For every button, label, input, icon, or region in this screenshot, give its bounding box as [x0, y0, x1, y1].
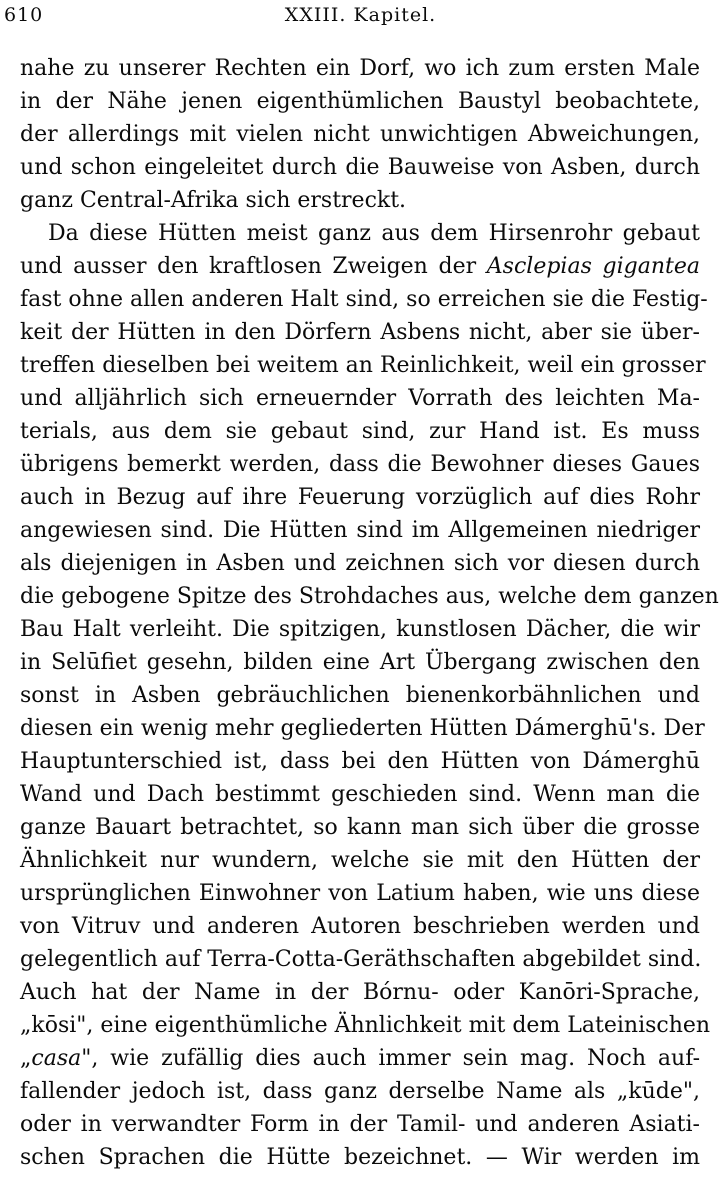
- paragraph-2: [20, 217, 719, 1174]
- text-line: übrigens bemerkt werden, dass die Bewohner dieses Gaues: [20, 452, 700, 477]
- text-line: [20, 250, 700, 283]
- text-line: fast ohne allen anderen Halt sind, so erreichen sie die Festig-: [20, 287, 708, 312]
- body-text: [20, 52, 719, 1174]
- text-line: die gebogene Spitze des Strohdaches aus, welche dem ganzen: [20, 584, 719, 609]
- italic-latin-word: casa: [31, 1046, 82, 1071]
- text-line: Wand und Dach bestimmt geschieden sind. Wenn man die: [20, 782, 700, 807]
- text-line: ganze Bauart betrachtet, so kann man sich über die grosse: [20, 815, 700, 840]
- text-line: [20, 1042, 700, 1075]
- text-line: nahe zu unserer Rechten ein Dorf, wo ich zum ersten Male: [20, 56, 700, 81]
- text-segment: ", wie zufällig dies auch immer sein mag. Noch auf-: [81, 1046, 700, 1071]
- text-line: ursprünglichen Einwohner von Latium haben, wie uns diese: [20, 881, 700, 906]
- text-line: als diejenigen in Asben und zeichnen sich vor diesen durch: [20, 551, 700, 576]
- running-head: XXIII. Kapitel.: [284, 4, 437, 26]
- text-line: diesen ein wenig mehr gegliederten Hütten Dámerghū's. Der: [20, 716, 705, 741]
- page-number: 610: [4, 4, 44, 26]
- text-line: und schon eingeleitet durch die Bauweise von Asben, durch: [20, 155, 700, 180]
- text-line: Hauptunterschied ist, dass bei den Hütten von Dámerghū: [20, 749, 700, 774]
- text-line: der allerdings mit vielen nicht unwichtigen Abweichungen,: [20, 122, 700, 147]
- text-line: und alljährlich sich erneuernder Vorrath des leichten Ma-: [20, 386, 700, 411]
- page-header: [0, 4, 721, 34]
- text-line: keit der Hütten in den Dörfern Asbens nicht, aber sie über-: [20, 320, 700, 345]
- text-line: sonst in Asben gebräuchlichen bienenkorbähnlichen und: [20, 683, 700, 708]
- text-line: „kōsi", eine eigenthümliche Ähnlichkeit mit dem Lateinischen: [20, 1013, 711, 1038]
- text-line: angewiesen sind. Die Hütten sind im Allgemeinen niedriger: [20, 518, 700, 543]
- text-line: von Vitruv und anderen Autoren beschrieben werden und: [20, 914, 700, 939]
- text-line: Auch hat der Name in der Bórnu- oder Kanōri-Sprache,: [20, 980, 700, 1005]
- text-line: Bau Halt verleiht. Die spitzigen, kunstlosen Dächer, die wir: [20, 617, 700, 642]
- text-line: treffen dieselben bei weitem an Reinlichkeit, weil ein grosser: [20, 353, 706, 378]
- italic-species-name: Asclepias gigantea: [486, 254, 700, 279]
- text-line: in Selūfiet gesehn, bilden eine Art Übergang zwischen den: [20, 650, 700, 675]
- paragraph-1: [20, 52, 700, 217]
- text-segment: und ausser den kraftlosen Zweigen der: [20, 254, 477, 279]
- text-line: ganz Central-Afrika sich erstreckt.: [20, 188, 407, 213]
- text-segment: „: [20, 1046, 32, 1071]
- text-line: terials, aus dem sie gebaut sind, zur Hand ist. Es muss: [20, 419, 700, 444]
- text-line: Da diese Hütten meist ganz aus dem Hirsenrohr gebaut: [48, 221, 700, 246]
- text-line: Ähnlichkeit nur wundern, welche sie mit den Hütten der: [20, 848, 700, 873]
- text-line: fallender jedoch ist, dass ganz derselbe Name als „kūde",: [20, 1079, 700, 1104]
- text-line: auch in Bezug auf ihre Feuerung vorzüglich auf dies Rohr: [20, 485, 700, 510]
- text-line: schen Sprachen die Hütte bezeichnet. — Wir werden im: [20, 1145, 700, 1170]
- text-line: oder in verwandter Form in der Tamil- und anderen Asiati-: [20, 1112, 700, 1137]
- text-line: gelegentlich auf Terra-Cotta-Geräthschaften abgebildet sind.: [20, 947, 702, 972]
- text-line: in der Nähe jenen eigenthümlichen Baustyl beobachtete,: [20, 89, 700, 114]
